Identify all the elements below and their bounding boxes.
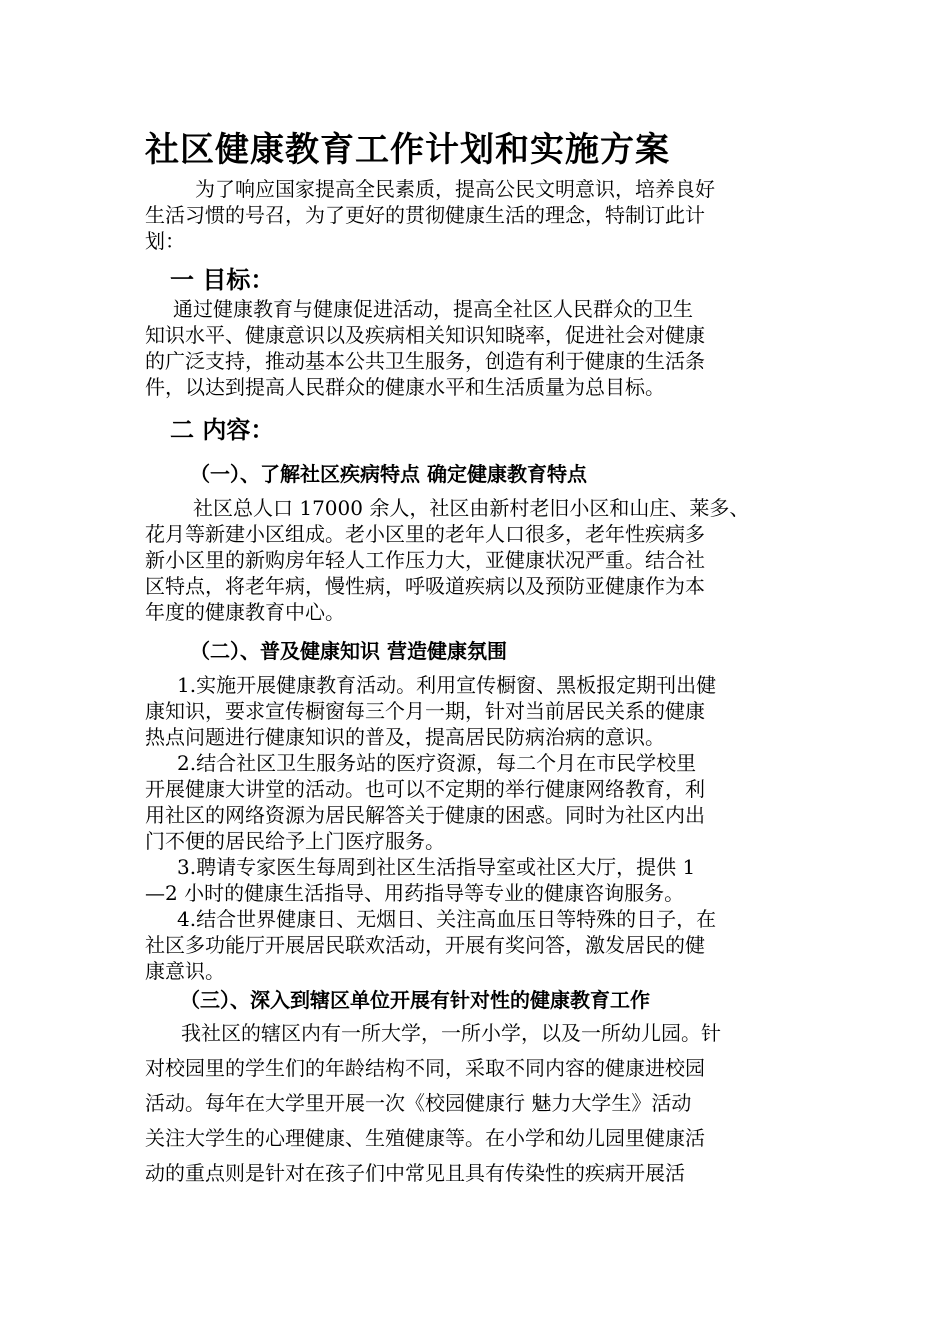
subsection-1-paragraph <box>145 495 817 625</box>
subsection-1-line: 花月等新建小区组成。老小区里的老年人口很多，老年性疾病多 <box>145 522 705 546</box>
subsection-heading-1: （一）、了解社区疾病特点 确定健康教育特点 <box>190 462 587 486</box>
subsection-heading-3: （三）、深入到辖区单位开展有针对性的健康教育工作 <box>180 988 650 1012</box>
subsection-2-line: 门不便的居民给予上门医疗服务。 <box>145 829 445 853</box>
subsection-heading-2: （二）、普及健康知识 营造健康氛围 <box>190 639 507 663</box>
goal-paragraph <box>145 296 817 400</box>
intro-line: 为了响应国家提高全民素质，提高公民文明意识，培养良好 <box>195 177 715 201</box>
subsection-3-line: 对校园里的学生们的年龄结构不同，采取不同内容的健康进校园 <box>145 1056 705 1080</box>
subsection-1-line: 年度的健康教育中心。 <box>145 600 345 624</box>
goal-line: 通过健康教育与健康促进活动，提高全社区人民群众的卫生 <box>173 297 693 321</box>
subsection-2-line: —2 小时的健康生活指导、用药指导等专业的健康咨询服务。 <box>145 881 685 905</box>
intro-line: 生活习惯的号召，为了更好的贯彻健康生活的理念，特制订此计 <box>145 203 705 227</box>
subsection-2-line: 1.实施开展健康教育活动。利用宣传橱窗、黑板报定期刊出健 <box>177 673 717 697</box>
subsection-3-line: 关注大学生的心理健康、生殖健康等。在小学和幼儿园里健康活 <box>145 1126 705 1150</box>
goal-line: 的广泛支持，推动基本公共卫生服务，创造有利于健康的生活条 <box>145 349 705 373</box>
subsection-3-line: 活动。每年在大学里开展一次《校园健康行 魅力大学生》活动 <box>145 1091 692 1115</box>
subsection-3-line: 动的重点则是针对在孩子们中常见且具有传染性的疾病开展活 <box>145 1161 685 1185</box>
subsection-2-paragraph <box>145 672 817 984</box>
subsection-2-line: 2.结合社区卫生服务站的医疗资源，每二个月在市民学校里 <box>177 751 697 775</box>
subsection-2-line: 热点问题进行健康知识的普及，提高居民防病治病的意识。 <box>145 725 665 749</box>
subsection-2-line: 3.聘请专家医生每周到社区生活指导室或社区大厅，提供 1 <box>177 855 696 879</box>
section-heading-goal: 一 目标： <box>170 265 275 294</box>
section-heading-content: 二 内容： <box>170 415 275 444</box>
document-title: 社区健康教育工作计划和实施方案 <box>145 130 670 170</box>
subsection-2-line: 康知识，要求宣传橱窗每三个月一期，针对当前居民关系的健康 <box>145 699 705 723</box>
subsection-2-line: 康意识。 <box>145 959 225 983</box>
subsection-2-line: 4.结合世界健康日、无烟日、关注高血压日等特殊的日子，在 <box>177 907 717 931</box>
intro-line: 划： <box>145 229 185 253</box>
subsection-1-line: 社区总人口 17000 余人，社区由新村老旧小区和山庄、莱多、 <box>193 496 750 520</box>
goal-line: 知识水平、健康意识以及疾病相关知识知晓率，促进社会对健康 <box>145 323 705 347</box>
subsection-3-line: 我社区的辖区内有一所大学，一所小学，以及一所幼儿园。针 <box>181 1021 721 1045</box>
intro-paragraph <box>145 176 817 254</box>
subsection-2-line: 开展健康大讲堂的活动。也可以不定期的举行健康网络教育，利 <box>145 777 705 801</box>
goal-line: 件，以达到提高人民群众的健康水平和生活质量为总目标。 <box>145 375 665 399</box>
subsection-2-line: 社区多功能厅开展居民联欢活动，开展有奖问答，激发居民的健 <box>145 933 705 957</box>
subsection-1-line: 新小区里的新购房年轻人工作压力大，亚健康状况严重。结合社 <box>145 548 705 572</box>
subsection-2-line: 用社区的网络资源为居民解答关于健康的困惑。同时为社区内出 <box>145 803 705 827</box>
subsection-3-paragraph <box>145 1016 817 1191</box>
subsection-1-line: 区特点，将老年病，慢性病，呼吸道疾病以及预防亚健康作为本 <box>145 574 705 598</box>
